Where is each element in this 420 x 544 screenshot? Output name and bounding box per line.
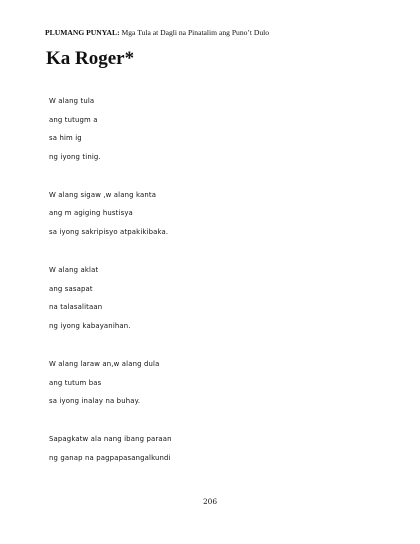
stanza-5: [49, 433, 389, 470]
book-title: PLUMANG PUNYAL:: [45, 28, 120, 37]
poem-line: na talasalitaan: [49, 303, 103, 312]
stanza-2: [49, 189, 389, 245]
poem-body: [49, 95, 389, 471]
stanza-1: [49, 95, 389, 169]
poem-line: W alang laraw an,w alang dula: [49, 360, 160, 369]
poem-line: sa iyong sakripisyo atpakikibaka.: [49, 228, 169, 237]
stanza-3: [49, 264, 389, 338]
poem-line: W alang tula: [49, 97, 95, 105]
poem-line: ang tutugm a: [49, 115, 98, 124]
poem-line: ang sasapat: [49, 284, 93, 293]
running-header: [45, 28, 405, 37]
poem-line: ang tutum bas: [49, 378, 102, 387]
poem-line: ang m agiging hustisya: [49, 209, 133, 218]
poem-line: W alang sigaw ,w alang kanta: [49, 190, 157, 199]
page-number: 206: [202, 497, 218, 506]
poem-line: sa him ig: [49, 134, 82, 143]
book-subtitle: Mga Tula at Dagli na Pinatalim ang Puno’t Dulo: [119, 28, 270, 37]
poem-line: ng iyong kabayanihan.: [49, 321, 131, 330]
poem-line: ng ganap na pagpapasangalkundi: [49, 453, 171, 462]
poem-line: W alang aklat: [49, 266, 99, 275]
poem-title: Ka Roger*: [46, 48, 135, 69]
poem-line: Sapagkatw ala nang ibang paraan: [49, 435, 172, 444]
poem-line: ng iyong tinig.: [49, 152, 101, 161]
stanza-4: [49, 358, 389, 414]
poem-line: sa iyong inalay na buhay.: [49, 397, 141, 406]
